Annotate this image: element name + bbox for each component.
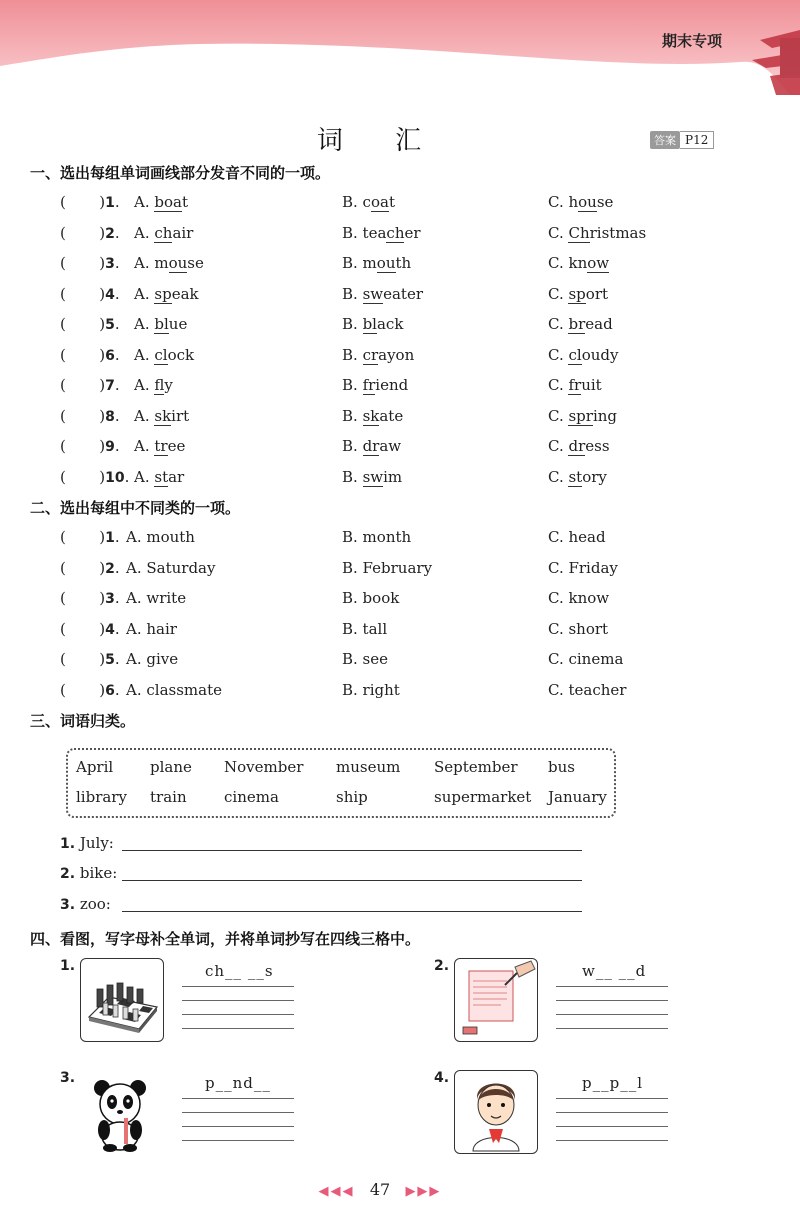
question-row: [60, 620, 760, 644]
answer-blank[interactable]: ( )4.: [60, 284, 120, 303]
word-bank-item: supermarket: [434, 788, 532, 806]
answer-blank[interactable]: ( )3.: [60, 589, 120, 607]
classify-line[interactable]: [60, 864, 117, 882]
answer-label: 答案: [650, 131, 680, 149]
question-number: 1: [105, 195, 115, 211]
question-row: [60, 589, 760, 613]
option-a[interactable]: A. Saturday: [126, 558, 216, 577]
classify-line[interactable]: [60, 834, 114, 852]
option-c[interactable]: C. sport: [548, 284, 609, 303]
answer-blank[interactable]: ( )2.: [60, 558, 120, 577]
question-row: [60, 650, 760, 674]
page-footer: [0, 1180, 760, 1199]
answer-page: P12: [680, 131, 714, 149]
option-c[interactable]: C. know: [548, 589, 610, 607]
classify-number: 3.: [60, 897, 76, 913]
option-c[interactable]: C. house: [548, 193, 614, 211]
chess-icon: [81, 959, 163, 1041]
option-b[interactable]: B. February: [342, 558, 433, 577]
word-bank-item: January: [548, 788, 607, 806]
question-number: 3: [105, 256, 115, 272]
option-c[interactable]: C. cinema: [548, 650, 624, 668]
answer-blank[interactable]: ( )6.: [60, 680, 120, 699]
option-b[interactable]: B. draw: [342, 437, 402, 455]
answer-blank[interactable]: ( )5.: [60, 315, 120, 333]
word-bank-item: bus: [548, 758, 575, 776]
option-c[interactable]: C. dress: [548, 437, 610, 455]
classify-label: bike:: [79, 864, 118, 882]
option-b[interactable]: B. mouth: [342, 254, 412, 272]
option-a[interactable]: A. boat: [134, 193, 188, 211]
answer-blank[interactable]: ( )2.: [60, 223, 120, 242]
option-a[interactable]: A. fly: [134, 376, 173, 394]
question-row: [60, 468, 760, 492]
section2-title: 二、选出每组中不同类的一项。: [30, 499, 241, 517]
option-c[interactable]: C. head: [548, 528, 606, 546]
four-line-grid[interactable]: [182, 986, 294, 1032]
option-a[interactable]: A. write: [126, 589, 187, 607]
option-b[interactable]: B. swim: [342, 467, 403, 486]
question-row: [60, 224, 760, 248]
answer-reference[interactable]: [650, 131, 714, 149]
option-a[interactable]: A. hair: [126, 619, 177, 638]
word-hint: p__p__l: [582, 1074, 644, 1092]
answer-blank[interactable]: ( )5.: [60, 650, 120, 668]
word-bank-item: library: [76, 788, 127, 806]
question-row: [60, 528, 760, 552]
question-row: [60, 193, 760, 217]
answer-line[interactable]: [122, 911, 582, 912]
writing-icon: [455, 959, 537, 1041]
option-c[interactable]: C. cloudy: [548, 345, 619, 364]
word-bank-item: September: [434, 758, 518, 776]
classify-label: zoo:: [79, 895, 111, 913]
word-hint: w__ __d: [582, 962, 647, 980]
classify-label: July:: [79, 834, 114, 852]
panda-icon: [80, 1070, 162, 1152]
option-c[interactable]: C. Friday: [548, 558, 618, 577]
option-c[interactable]: C. bread: [548, 315, 613, 333]
word-bank-item: museum: [336, 758, 401, 776]
section1-title: 一、选出每组单词画线部分发音不同的一项。: [30, 164, 331, 182]
word-hint: p__nd__: [205, 1074, 271, 1092]
option-b[interactable]: B. tall: [342, 619, 388, 638]
option-c[interactable]: C. short: [548, 619, 609, 638]
student-picture: [454, 1070, 538, 1154]
option-a[interactable]: A. skirt: [134, 406, 190, 425]
question-number: 6: [105, 347, 115, 364]
option-c[interactable]: C. story: [548, 467, 607, 486]
picture-number: 1.: [60, 958, 76, 974]
answer-blank[interactable]: ( )10.: [60, 467, 130, 486]
answer-blank[interactable]: ( )1.: [60, 528, 120, 546]
question-number: 4: [105, 286, 115, 303]
picture-number: 4.: [434, 1070, 450, 1086]
answer-blank[interactable]: ( )8.: [60, 406, 120, 425]
question-number: 8: [105, 408, 115, 425]
answer-blank[interactable]: ( )7.: [60, 376, 120, 394]
word-bank-item: train: [150, 788, 187, 806]
option-c[interactable]: C. spring: [548, 406, 618, 425]
option-a[interactable]: A. blue: [134, 315, 188, 333]
option-a[interactable]: A. mouse: [134, 254, 204, 272]
four-line-grid[interactable]: [182, 1098, 294, 1144]
question-number: 10: [105, 469, 125, 486]
question-number: 4: [105, 621, 115, 638]
answer-blank[interactable]: ( )6.: [60, 345, 120, 364]
question-number: 9: [105, 439, 115, 455]
option-a[interactable]: A. give: [126, 650, 179, 668]
word-bank-item: plane: [150, 758, 192, 776]
option-a[interactable]: A. chair: [134, 223, 194, 242]
classify-line[interactable]: [60, 895, 111, 913]
option-b[interactable]: B. coat: [342, 193, 395, 211]
option-b[interactable]: B. right: [342, 680, 400, 699]
prev-arrows-icon[interactable]: ◀◀◀: [318, 1184, 355, 1199]
option-a[interactable]: A. star: [134, 467, 185, 486]
option-a[interactable]: A. mouth: [126, 528, 195, 546]
option-b[interactable]: B. see: [342, 650, 389, 668]
page-number: 47: [369, 1180, 391, 1199]
question-number: 1: [105, 530, 115, 546]
section3-title: 三、词语归类。: [30, 712, 136, 730]
option-b[interactable]: B. teacher: [342, 223, 421, 242]
panda-picture: [80, 1070, 162, 1152]
answer-line[interactable]: [122, 880, 582, 881]
chess-board-picture: [80, 958, 164, 1042]
question-row: [60, 315, 760, 339]
option-b[interactable]: B. black: [342, 315, 404, 333]
option-b[interactable]: B. skate: [342, 406, 404, 425]
word-bank-item: April: [76, 758, 114, 776]
option-b[interactable]: B. book: [342, 589, 400, 607]
header-label: 期末专项: [661, 32, 722, 50]
question-row: [60, 681, 760, 705]
picture-number: 2.: [434, 958, 450, 974]
question-number: 7: [105, 378, 115, 394]
question-row: [60, 407, 760, 431]
option-b[interactable]: B. sweater: [342, 284, 424, 303]
option-a[interactable]: A. clock: [134, 345, 195, 364]
question-row: [60, 559, 760, 583]
question-number: 5: [105, 652, 115, 668]
next-arrows-icon[interactable]: ▶▶▶: [405, 1184, 442, 1199]
question-row: [60, 254, 760, 278]
picture-number: 3.: [60, 1070, 76, 1086]
section4-title: 四、看图，写字母补全单词，并将单词抄写在四线三格中。: [30, 930, 421, 948]
question-number: 6: [105, 682, 115, 699]
option-b[interactable]: B. friend: [342, 376, 409, 394]
option-b[interactable]: B. crayon: [342, 345, 415, 364]
question-number: 5: [105, 317, 115, 333]
answer-blank[interactable]: ( )4.: [60, 619, 120, 638]
question-number: 2: [105, 560, 115, 577]
four-line-grid[interactable]: [556, 1098, 668, 1144]
question-row: [60, 285, 760, 309]
classify-number: 1.: [60, 836, 76, 852]
writing-picture: [454, 958, 538, 1042]
word-bank-item: November: [224, 758, 304, 776]
word-bank-item: ship: [336, 788, 368, 806]
option-a[interactable]: A. tree: [134, 437, 186, 455]
word-hint: ch__ __s: [205, 962, 274, 980]
question-row: [60, 376, 760, 400]
page-title: 词 汇: [316, 126, 444, 156]
option-c[interactable]: C. know: [548, 254, 610, 272]
classify-number: 2.: [60, 866, 76, 882]
student-icon: [455, 1071, 537, 1153]
answer-line[interactable]: [122, 850, 582, 851]
word-bank-item: cinema: [224, 788, 279, 806]
option-a[interactable]: A. speak: [134, 284, 199, 303]
option-c[interactable]: C. fruit: [548, 376, 602, 394]
question-number: 3: [105, 591, 115, 607]
option-c[interactable]: C. Christmas: [548, 223, 647, 242]
option-c[interactable]: C. teacher: [548, 680, 627, 699]
question-row: [60, 437, 760, 461]
option-a[interactable]: A. classmate: [126, 680, 222, 699]
answer-blank[interactable]: ( )3.: [60, 254, 120, 272]
word-bank-box: [66, 748, 616, 818]
option-b[interactable]: B. month: [342, 528, 412, 546]
question-number: 2: [105, 225, 115, 242]
question-row: [60, 346, 760, 370]
four-line-grid[interactable]: [556, 986, 668, 1032]
answer-blank[interactable]: ( )9.: [60, 437, 120, 455]
answer-blank[interactable]: ( )1.: [60, 193, 120, 211]
